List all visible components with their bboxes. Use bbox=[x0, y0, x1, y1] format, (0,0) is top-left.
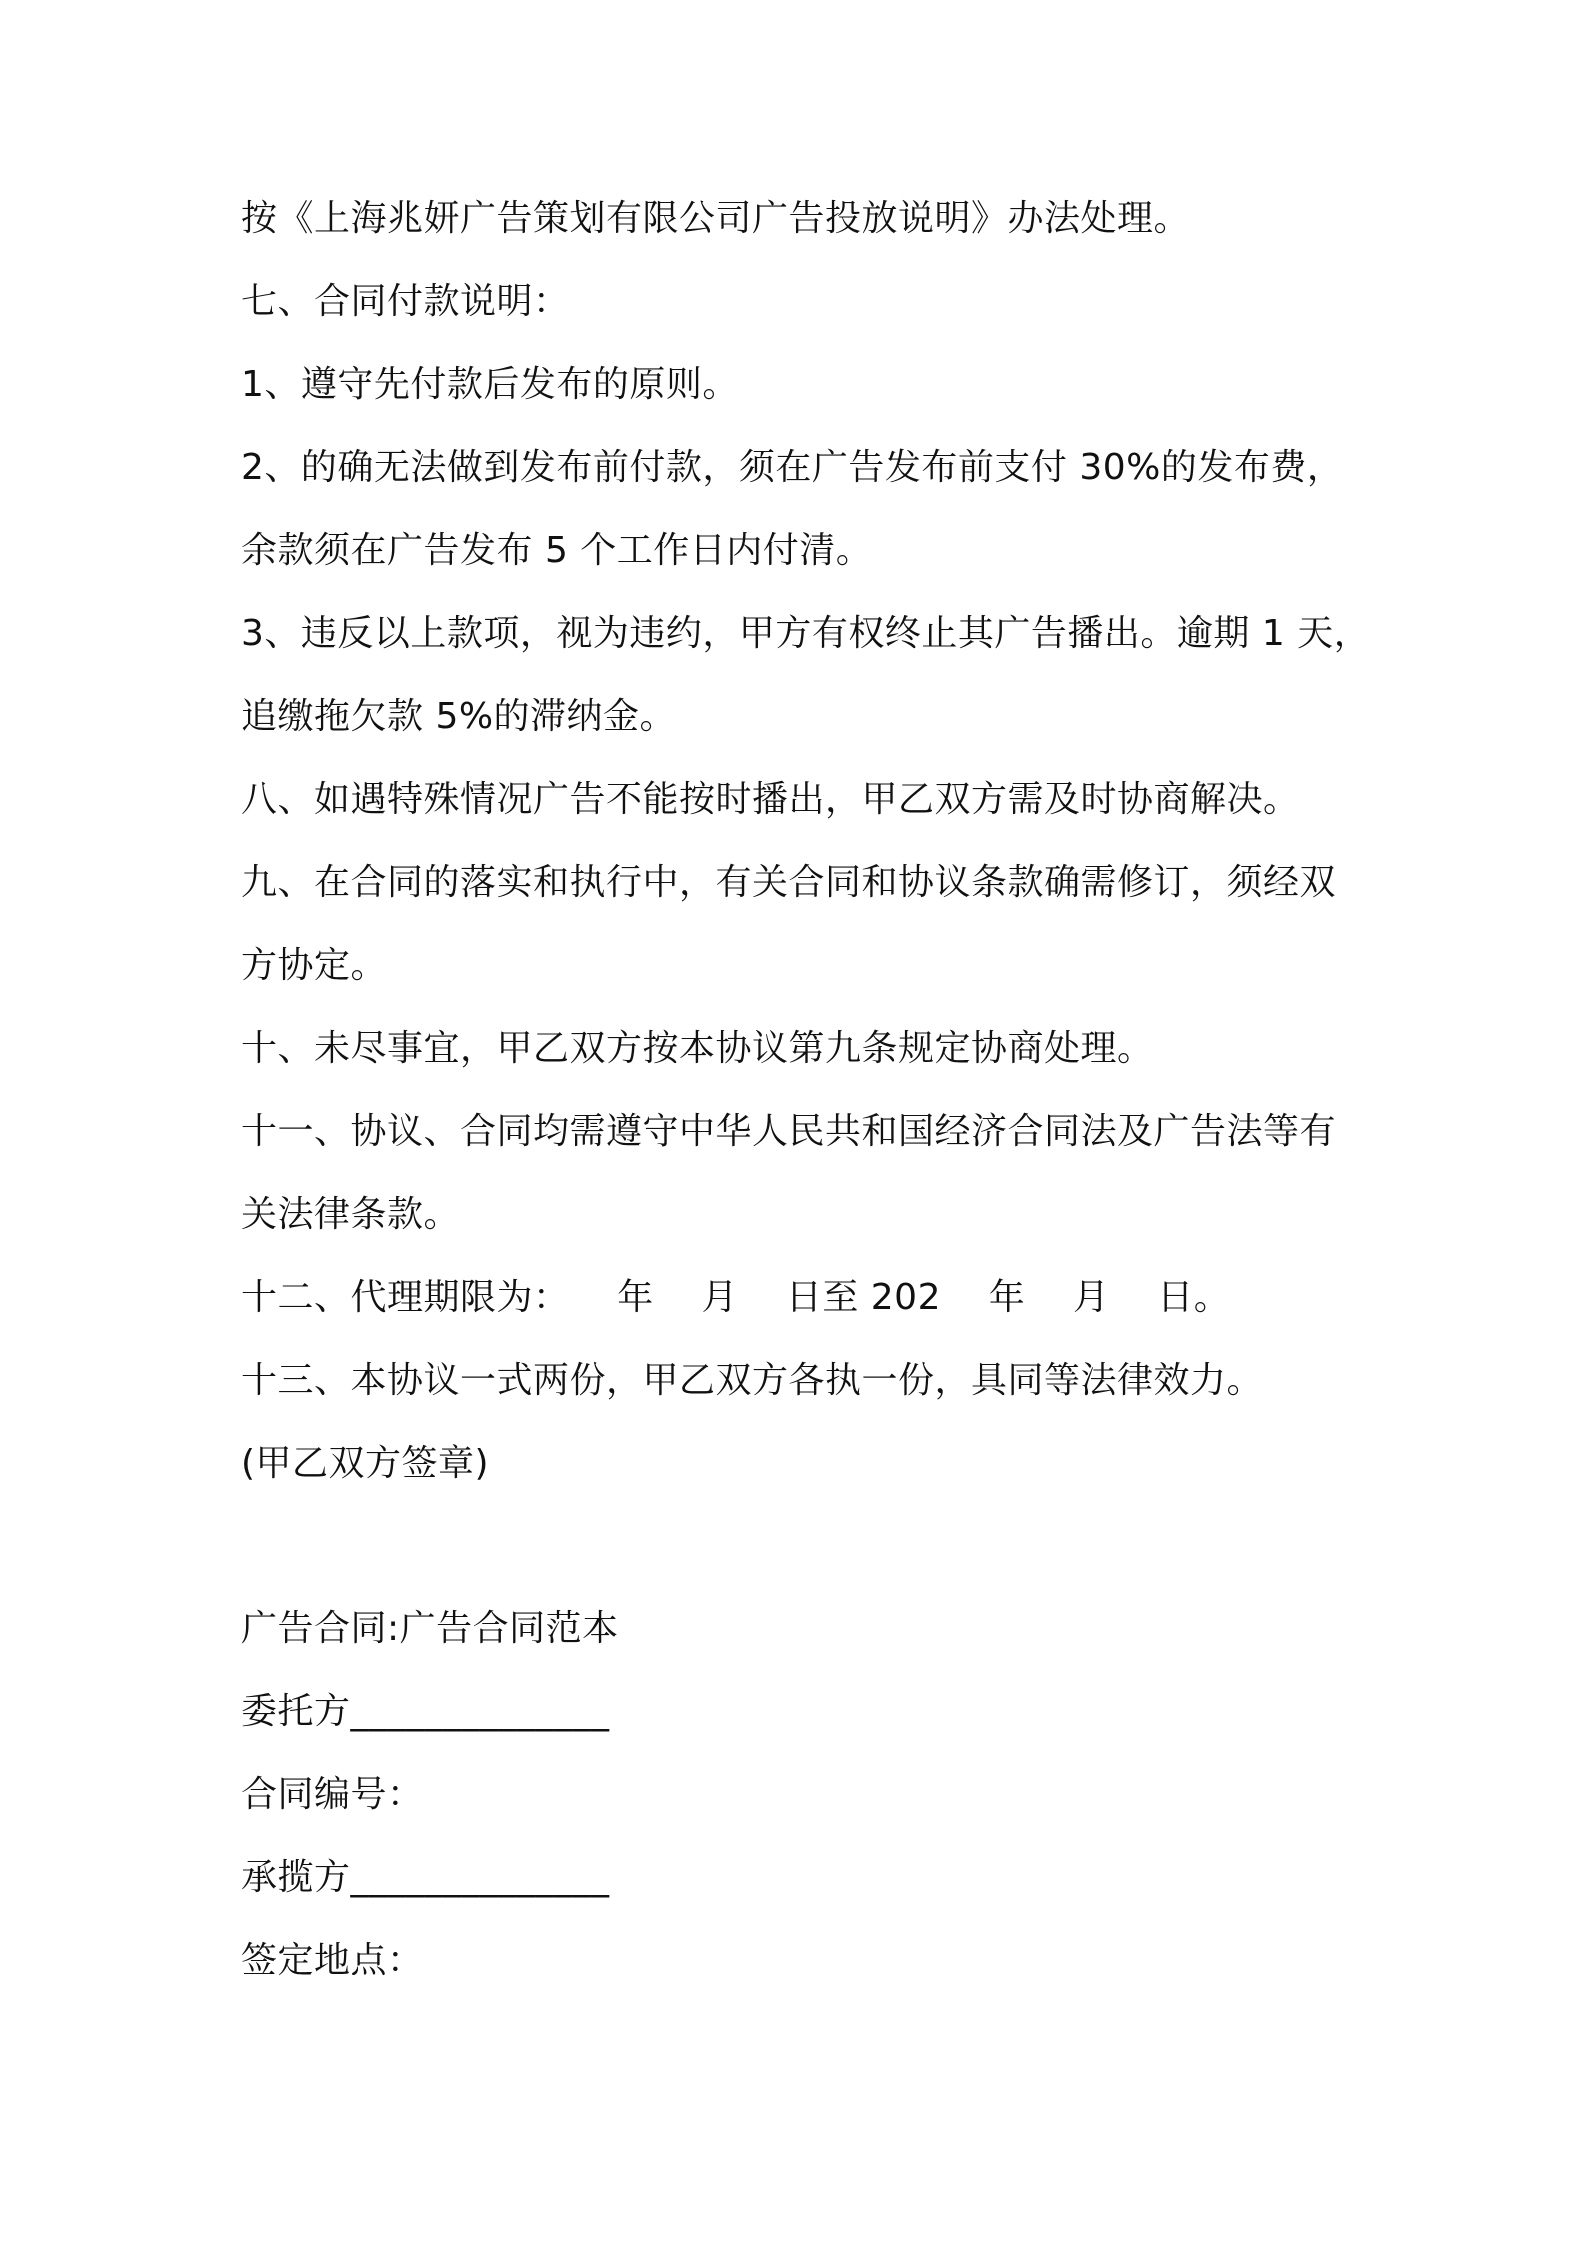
text-line: 十、未尽事宜，甲乙双方按本协议第九条规定协商处理。 bbox=[241, 1028, 1154, 1069]
text-line: 十一、协议、合同均需遵守中华人民共和国经济合同法及广告法等有 bbox=[241, 1111, 1337, 1152]
contract-title: 广告合同:广告合同范本 bbox=[241, 1608, 619, 1649]
text-line: 十三、本协议一式两份，甲乙双方各执一份，具同等法律效力。 bbox=[241, 1360, 1264, 1401]
document-body bbox=[241, 198, 1391, 1982]
section-heading: 七、合同付款说明： bbox=[241, 281, 570, 322]
text-line: 3、违反以上款项，视为违约，甲方有权终止其广告播出。逾期 1 天， bbox=[241, 613, 1371, 654]
signature-note: (甲乙双方签章) bbox=[241, 1443, 490, 1484]
text-line: 1、遵守先付款后发布的原则。 bbox=[241, 364, 739, 405]
contract-number-field: 合同编号： bbox=[241, 1774, 424, 1815]
text-line: 2、的确无法做到发布前付款，须在广告发布前支付 30%的发布费， bbox=[241, 447, 1344, 488]
client-field: 委托方______________ bbox=[241, 1691, 610, 1732]
text-line: 九、在合同的落实和执行中，有关合同和协议条款确需修订，须经双 bbox=[241, 862, 1337, 903]
section-spacer bbox=[241, 1485, 1391, 1608]
agency-period-line: 十二、代理期限为： 年 月 日至 202 年 月 日。 bbox=[241, 1277, 1231, 1318]
text-line: 追缴拖欠款 5%的滞纳金。 bbox=[241, 696, 677, 737]
text-line: 按《上海兆妍广告策划有限公司广告投放说明》办法处理。 bbox=[241, 198, 1191, 239]
text-line: 关法律条款。 bbox=[241, 1194, 461, 1235]
text-line: 方协定。 bbox=[241, 945, 388, 986]
text-line: 八、如遇特殊情况广告不能按时播出，甲乙双方需及时协商解决。 bbox=[241, 779, 1300, 820]
text-line: 余款须在广告发布 5 个工作日内付清。 bbox=[241, 530, 873, 571]
signing-place-field: 签定地点： bbox=[241, 1940, 424, 1981]
contractor-field: 承揽方______________ bbox=[241, 1857, 610, 1898]
